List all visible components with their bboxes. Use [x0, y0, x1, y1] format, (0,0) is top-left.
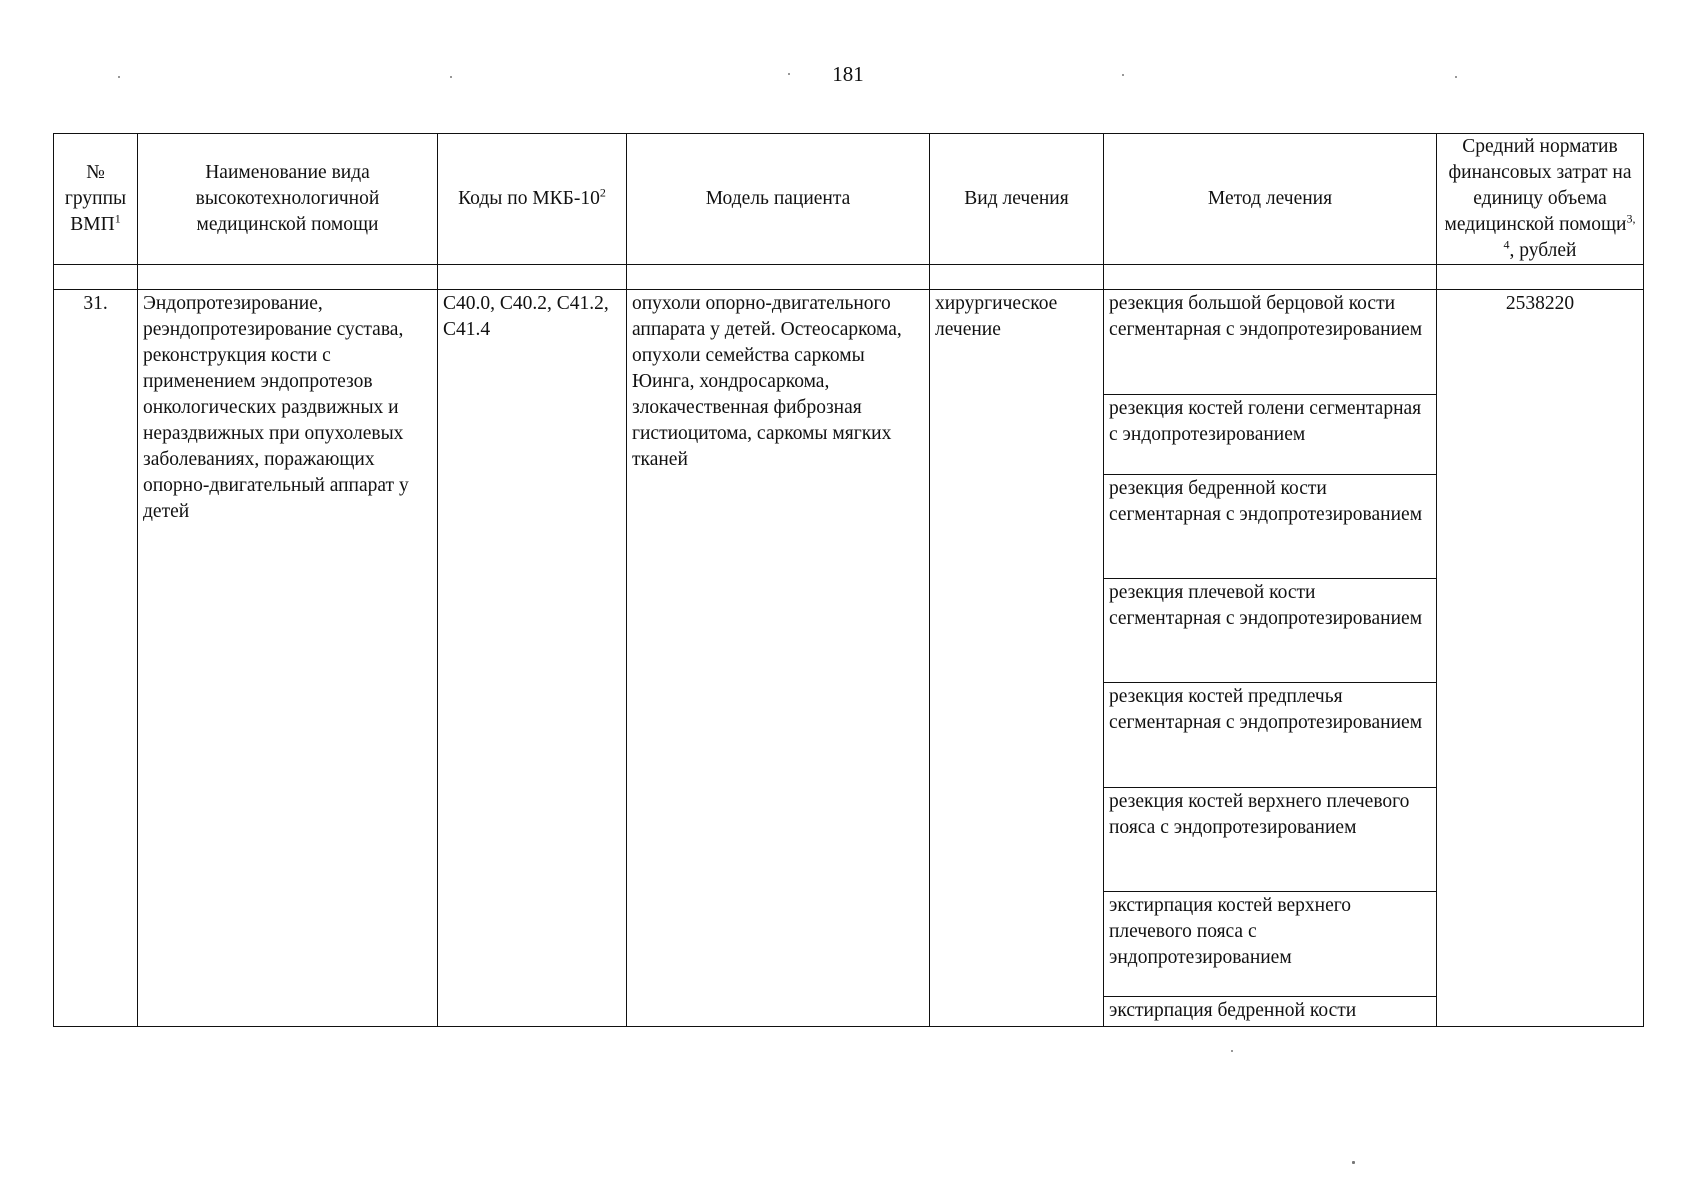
page-number: 181: [832, 62, 864, 86]
table-row: [54, 290, 1644, 1027]
icd-codes-cell: C40.0, C40.2, C41.2, C41.4: [438, 290, 627, 1027]
header-group-no: № группы ВМП$^1$: [54, 134, 138, 265]
header-treatment-method: Метод лечения: [1104, 134, 1437, 265]
cost-cell: 2538220: [1437, 290, 1644, 1027]
method-item: резекция бедренной кости сегментарная с эндопротезированием: [1104, 475, 1436, 579]
method-item: резекция большой берцовой кости сегментарная с эндопротезированием: [1104, 290, 1436, 395]
header-name: Наименование вида высокотехнологичной медицинской помощи: [138, 134, 438, 265]
scan-speck: [450, 76, 452, 78]
scan-speck: [1455, 76, 1457, 78]
name-cell: Эндопротезирование, реэндопротезирование сустава, реконструкция кости с применением эндопротезов онкологических раздвижных и нераздвижных при опухолевых заболеваниях, поражающих опорно-двигательный аппарат у детей: [138, 290, 438, 1027]
method-item: резекция костей верхнего плечевого пояса с эндопротезированием: [1104, 788, 1436, 892]
scan-speck: [1122, 74, 1124, 76]
method-item: экстирпация костей верхнего плечевого пояса с эндопротезированием: [1104, 892, 1436, 997]
scan-speck: [118, 76, 120, 78]
scan-speck: [788, 73, 790, 75]
method-item: резекция костей предплечья сегментарная с эндопротезированием: [1104, 683, 1436, 788]
treatment-type-cell: хирургическое лечение: [930, 290, 1104, 1027]
spacer-row: [54, 265, 1644, 290]
scan-speck: [1352, 1161, 1355, 1164]
treatment-methods-cell: [1104, 290, 1437, 1027]
patient-model-cell: опухоли опорно-двигательного аппарата у детей. Остеосаркома, опухоли семейства саркомы Юинга, хондросаркома, злокачественная фиброзная гистиоцитома, саркомы мягких тканей: [627, 290, 930, 1027]
scan-speck: [1231, 1050, 1233, 1052]
methods-list: [1104, 290, 1436, 1026]
header-cost: Средний норматив финансовых затрат на единицу объема медицинской помощи$^{3, 4}$, рублей: [1437, 134, 1644, 265]
header-row: [54, 134, 1644, 265]
header-icd-codes: Коды по МКБ-$10^2$: [438, 134, 627, 265]
header-patient-model: Модель пациента: [627, 134, 930, 265]
method-item: резекция костей голени сегментарная с эндопротезированием: [1104, 395, 1436, 475]
method-item: экстирпация бедренной кости: [1109, 1000, 1357, 1021]
method-item: резекция плечевой кости сегментарная с эндопротезированием: [1104, 579, 1436, 683]
group-number-cell: 31.: [54, 290, 138, 1027]
vmp-table: [53, 133, 1644, 1027]
header-treatment-type: Вид лечения: [930, 134, 1104, 265]
